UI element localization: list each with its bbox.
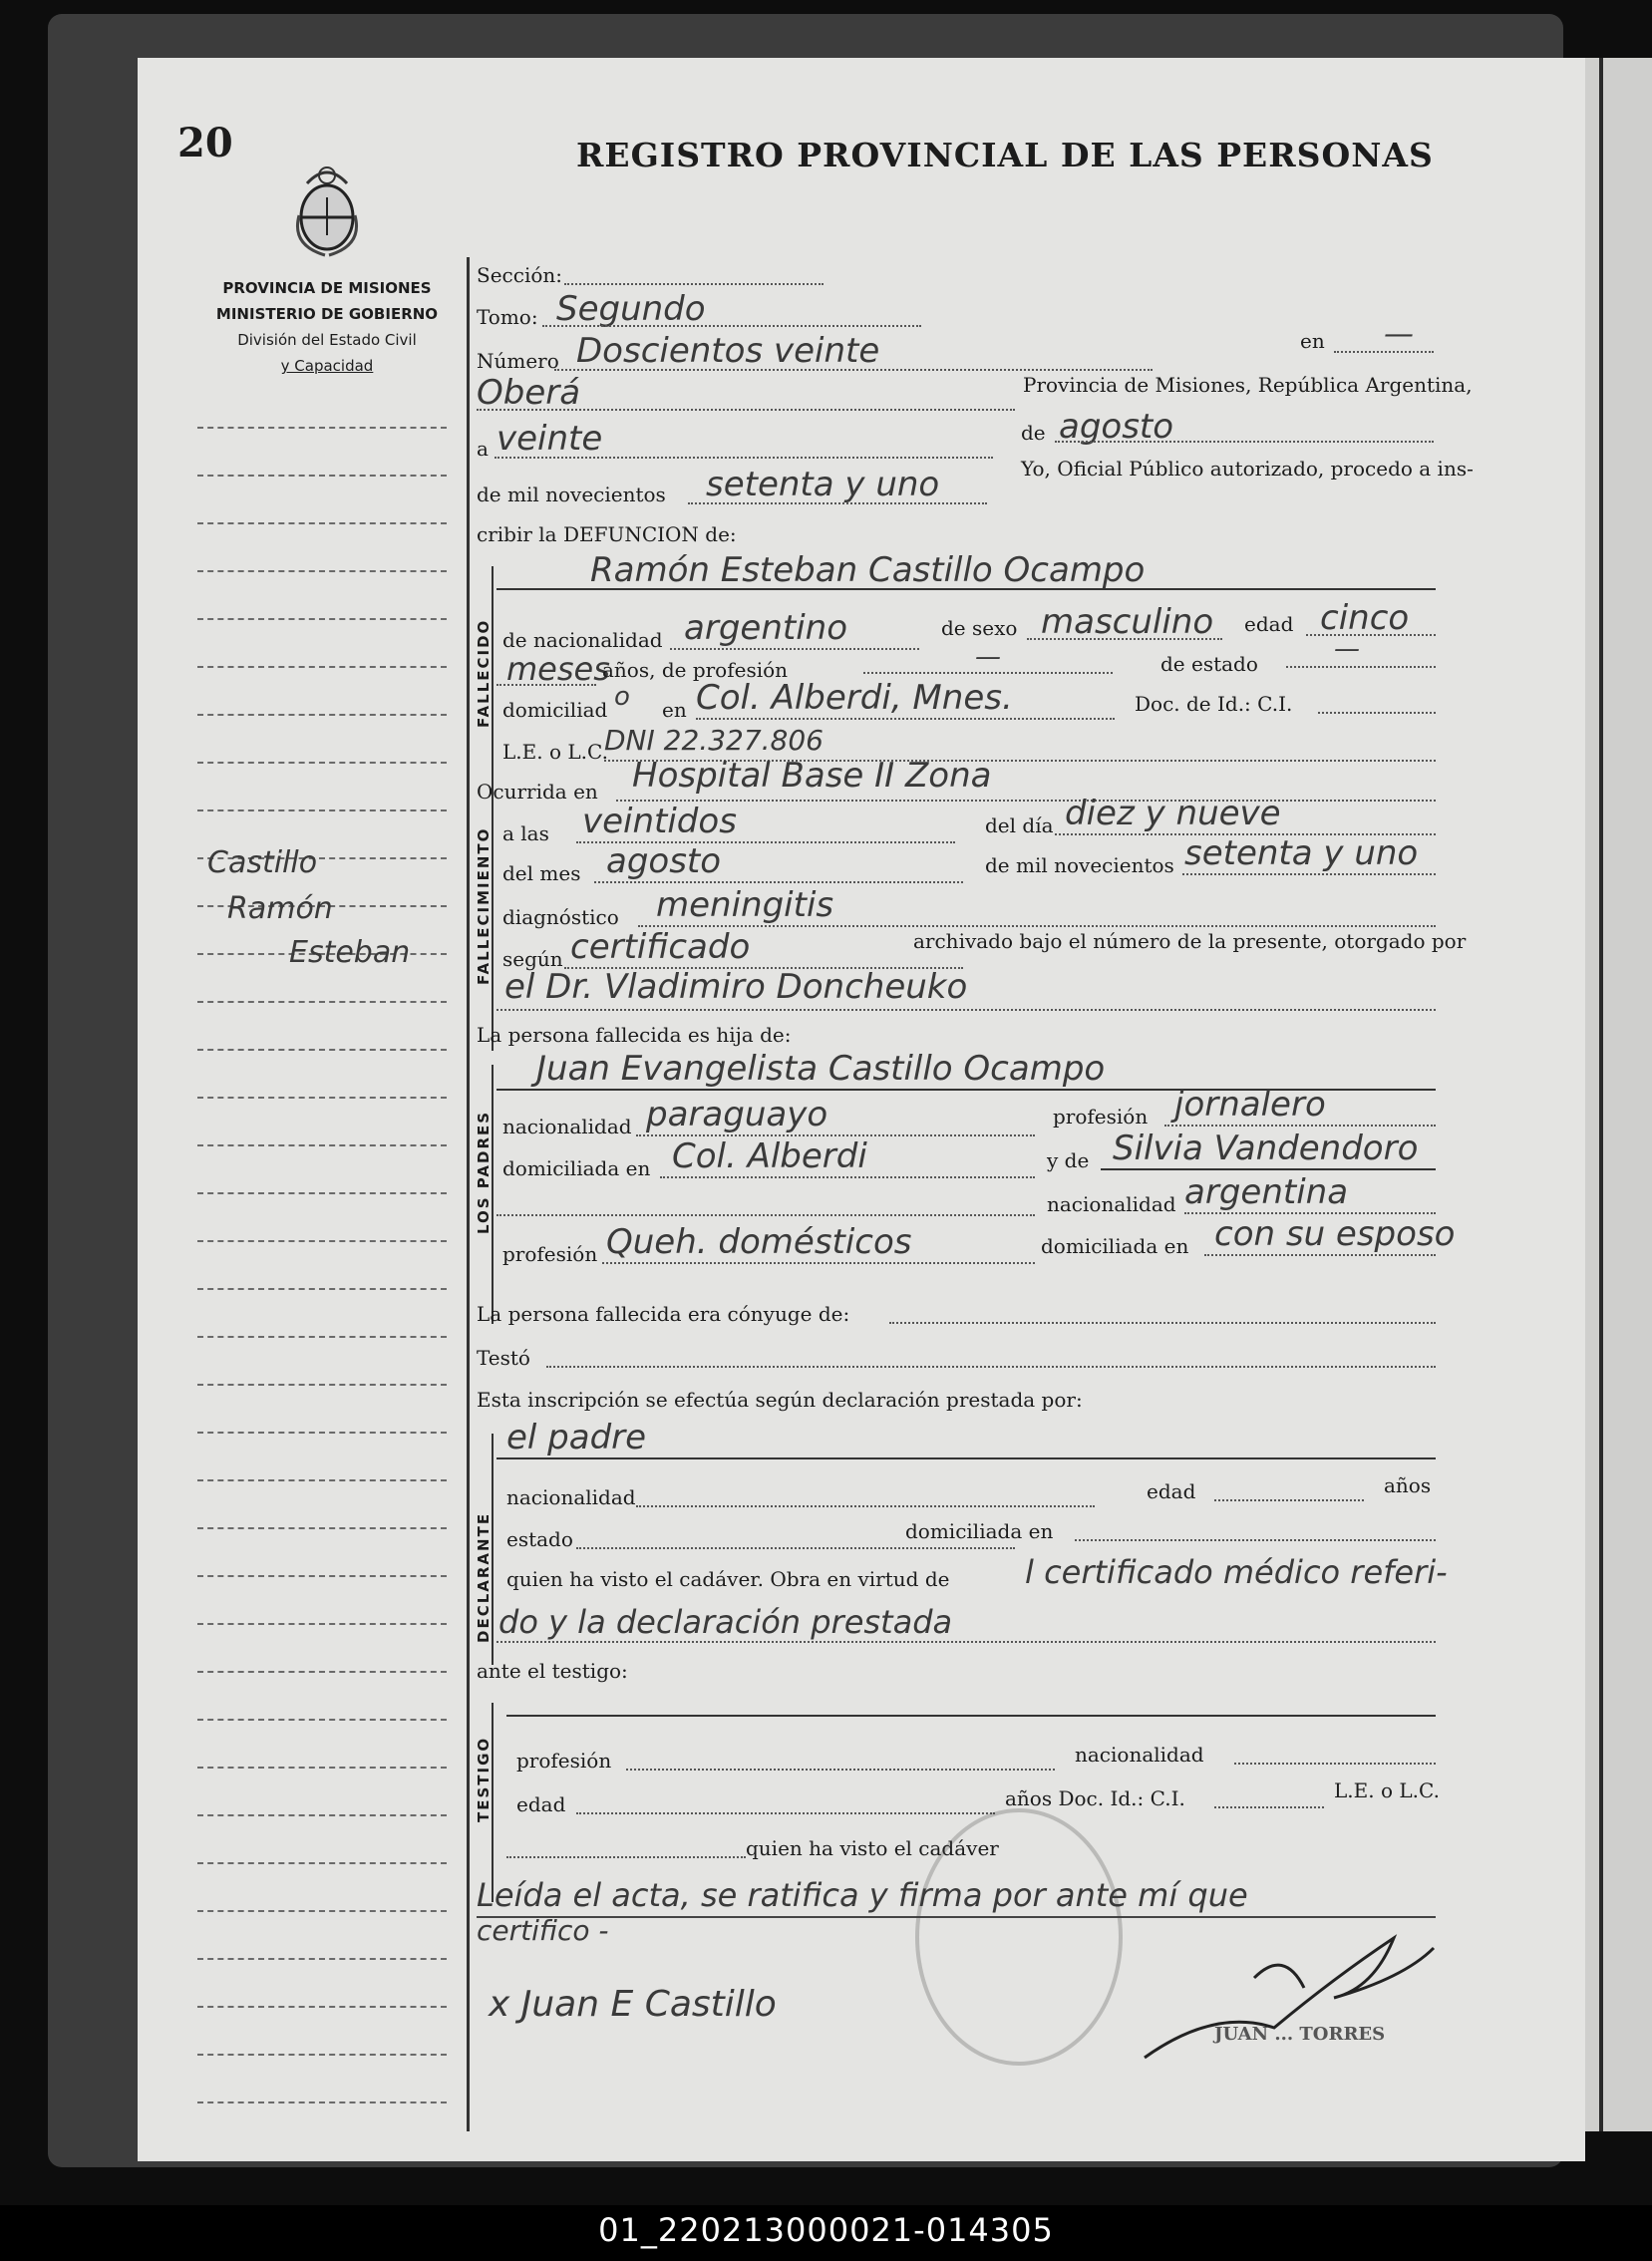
padre-nac-label: nacionalidad — [502, 1115, 632, 1138]
mil-novecientos-label-2: de mil novecientos — [985, 853, 1174, 877]
testigo-prof-label: profesión — [516, 1749, 612, 1773]
decl-dom-label: domiciliada en — [905, 1519, 1054, 1543]
testo-label: Testó — [477, 1346, 530, 1370]
dia-value: diez y nueve — [1065, 794, 1281, 833]
cierre-line-2: certifico - — [477, 1914, 609, 1947]
profesion-label: años, de profesión — [602, 658, 789, 682]
lugar-value: Oberá — [477, 373, 581, 413]
side-label-fallecido: FALLECIDO — [475, 618, 493, 728]
sexo-label: de sexo — [941, 616, 1018, 640]
margin-note-surname: Castillo — [207, 845, 318, 880]
doc-label: Doc. de Id.: C.I. — [1135, 692, 1293, 716]
seccion-label: Sección: — [477, 263, 562, 287]
side-label-fallecimiento: FALLECIMIENTO — [475, 826, 493, 985]
anio2-value: setenta y uno — [1184, 833, 1419, 873]
tomo-label: Tomo: — [477, 305, 538, 329]
numero-value: Doscientos veinte — [576, 331, 880, 371]
declarante-value: el padre — [506, 1418, 647, 1457]
testigo-nac-label: nacionalidad — [1075, 1743, 1204, 1767]
diagnostico-value: meningitis — [656, 885, 834, 925]
le-lc-label: L.E. o L.C. — [502, 740, 608, 764]
anio-value: setenta y uno — [706, 465, 940, 504]
a-las-label: a las — [502, 821, 549, 845]
obra-value-2: do y la declaración prestada — [498, 1603, 953, 1641]
meses-value: meses — [506, 650, 610, 688]
decl-edad-label: edad — [1147, 1479, 1196, 1503]
segun-value: certificado — [570, 927, 751, 967]
madre-value: Silvia Vandendoro — [1113, 1129, 1419, 1168]
conyuge-label: La persona fallecida era cónyuge de: — [477, 1302, 850, 1326]
madre-nac-value: argentina — [1184, 1172, 1349, 1212]
segun-label: según — [502, 947, 563, 971]
numero-label: Número — [477, 349, 559, 373]
fallecido-nombre: Ramón Esteban Castillo Ocampo — [590, 550, 1146, 590]
medico-value: el Dr. Vladimiro Doncheuko — [504, 967, 968, 1007]
cribir-label: cribir la DEFUNCION de: — [477, 522, 737, 546]
esta-inscripcion-label: Esta inscripción se efectúa según declaración prestada por: — [477, 1388, 1083, 1412]
margin-note-name2: Esteban — [289, 935, 411, 970]
cierre-line-1: Leída el acta, se ratifica y firma por ante mí que — [477, 1876, 1248, 1914]
diagnostico-label: diagnóstico — [502, 905, 619, 929]
nacionalidad-value: argentino — [684, 608, 847, 648]
decl-estado-label: estado — [506, 1527, 573, 1551]
side-label-testigo: TESTIGO — [475, 1736, 493, 1822]
ocurrida-value: Hospital Base II Zona — [632, 756, 992, 796]
register-page — [138, 58, 1585, 2161]
en-value: — — [1384, 317, 1414, 352]
column-divider — [467, 257, 470, 2131]
padre-dom-value: Col. Alberdi — [672, 1136, 867, 1176]
madre-dom-value: con su esposo — [1214, 1214, 1456, 1254]
y-de-label: y de — [1047, 1148, 1090, 1172]
quien-visto-label: quien ha visto el cadáver. Obra en virtud de — [506, 1567, 950, 1591]
provincia-label: Provincia de Misiones, República Argentina, — [1023, 373, 1473, 397]
ministry-header: PROVINCIA DE MISIONES MINISTERIO DE GOBIERNO División del Estado Civil y Capacidad — [215, 279, 439, 375]
a-label: a — [477, 437, 489, 461]
padre-prof-value: jornalero — [1174, 1085, 1326, 1125]
en-label: en — [1300, 329, 1325, 353]
nacionalidad-label: de nacionalidad — [502, 628, 663, 652]
madre-prof-value: Queh. domésticos — [606, 1222, 912, 1262]
tomo-value: Segundo — [556, 289, 706, 329]
declarant-signature: x Juan E Castillo — [489, 1984, 777, 2025]
padre-dom-label: domiciliada en — [502, 1156, 651, 1180]
page-title: REGISTRO PROVINCIAL DE LAS PERSONAS — [576, 136, 1434, 174]
ocurrida-label: Ocurrida en — [477, 780, 598, 804]
edad-label: edad — [1244, 612, 1294, 636]
testigo-edad-label: edad — [516, 1792, 566, 1816]
page-number: 20 — [177, 120, 233, 166]
padre-nac-value: paraguayo — [646, 1095, 828, 1134]
del-dia-label: del día — [985, 813, 1054, 837]
mil-novecientos-label: de mil novecientos — [477, 483, 666, 506]
archivado-label: archivado bajo el número de la presente, otorgado por — [913, 929, 1467, 953]
domiciliad-label: domiciliad — [502, 698, 608, 722]
de-label: de — [1021, 421, 1046, 445]
edad-value: cinco — [1320, 598, 1410, 638]
profesion-value: — — [975, 642, 1001, 672]
testigo-quien-label: quien ha visto el cadáver — [746, 1836, 999, 1860]
domiciliad-suffix: o — [614, 682, 630, 712]
en-label-2: en — [662, 698, 687, 722]
coat-of-arms-icon — [287, 156, 367, 265]
obra-value: l certificado médico referi- — [1025, 1553, 1448, 1591]
de-value: agosto — [1059, 407, 1174, 447]
footer-code: 01_220213000021-014305 — [598, 2211, 1054, 2249]
testigo-anos-doc-label: años Doc. Id.: C.I. — [1005, 1786, 1185, 1810]
margin-note-name1: Ramón — [227, 891, 333, 926]
sexo-value: masculino — [1041, 602, 1214, 642]
doc-value: DNI 22.327.806 — [604, 724, 824, 757]
madre-prof-label: profesión — [502, 1242, 598, 1266]
padre-prof-label: profesión — [1053, 1105, 1149, 1129]
official-stamp-icon — [915, 1808, 1123, 2066]
padre-value: Juan Evangelista Castillo Ocampo — [536, 1049, 1106, 1089]
hora-value: veintidos — [582, 802, 737, 841]
a-value: veinte — [496, 419, 603, 459]
ante-testigo-label: ante el testigo: — [477, 1659, 628, 1683]
del-mes-label: del mes — [502, 861, 581, 885]
decl-nac-label: nacionalidad — [506, 1485, 636, 1509]
madre-nac-label: nacionalidad — [1047, 1192, 1176, 1216]
stamp-text: JUAN ... TORRES — [1214, 2024, 1386, 2045]
side-label-padres: LOS PADRES — [475, 1110, 493, 1234]
side-label-declarante: DECLARANTE — [475, 1511, 493, 1643]
testigo-le-lc-label: L.E. o L.C. — [1334, 1778, 1440, 1802]
domicilio-value: Col. Alberdi, Mnes. — [696, 678, 1013, 718]
madre-dom-label: domiciliada en — [1041, 1234, 1189, 1258]
footer-bar — [0, 2205, 1652, 2261]
estado-value: — — [1334, 634, 1360, 664]
hija-de-label: La persona fallecida es hija de: — [477, 1023, 792, 1047]
mes-value: agosto — [606, 841, 722, 881]
decl-anos-label: años — [1384, 1473, 1432, 1497]
oficial-label: Yo, Oficial Público autorizado, procedo a ins- — [1021, 457, 1474, 481]
seccion-line — [564, 283, 824, 285]
official-signature-icon — [1135, 1918, 1454, 2078]
book-binding — [1585, 58, 1652, 2131]
estado-label: de estado — [1160, 652, 1258, 676]
